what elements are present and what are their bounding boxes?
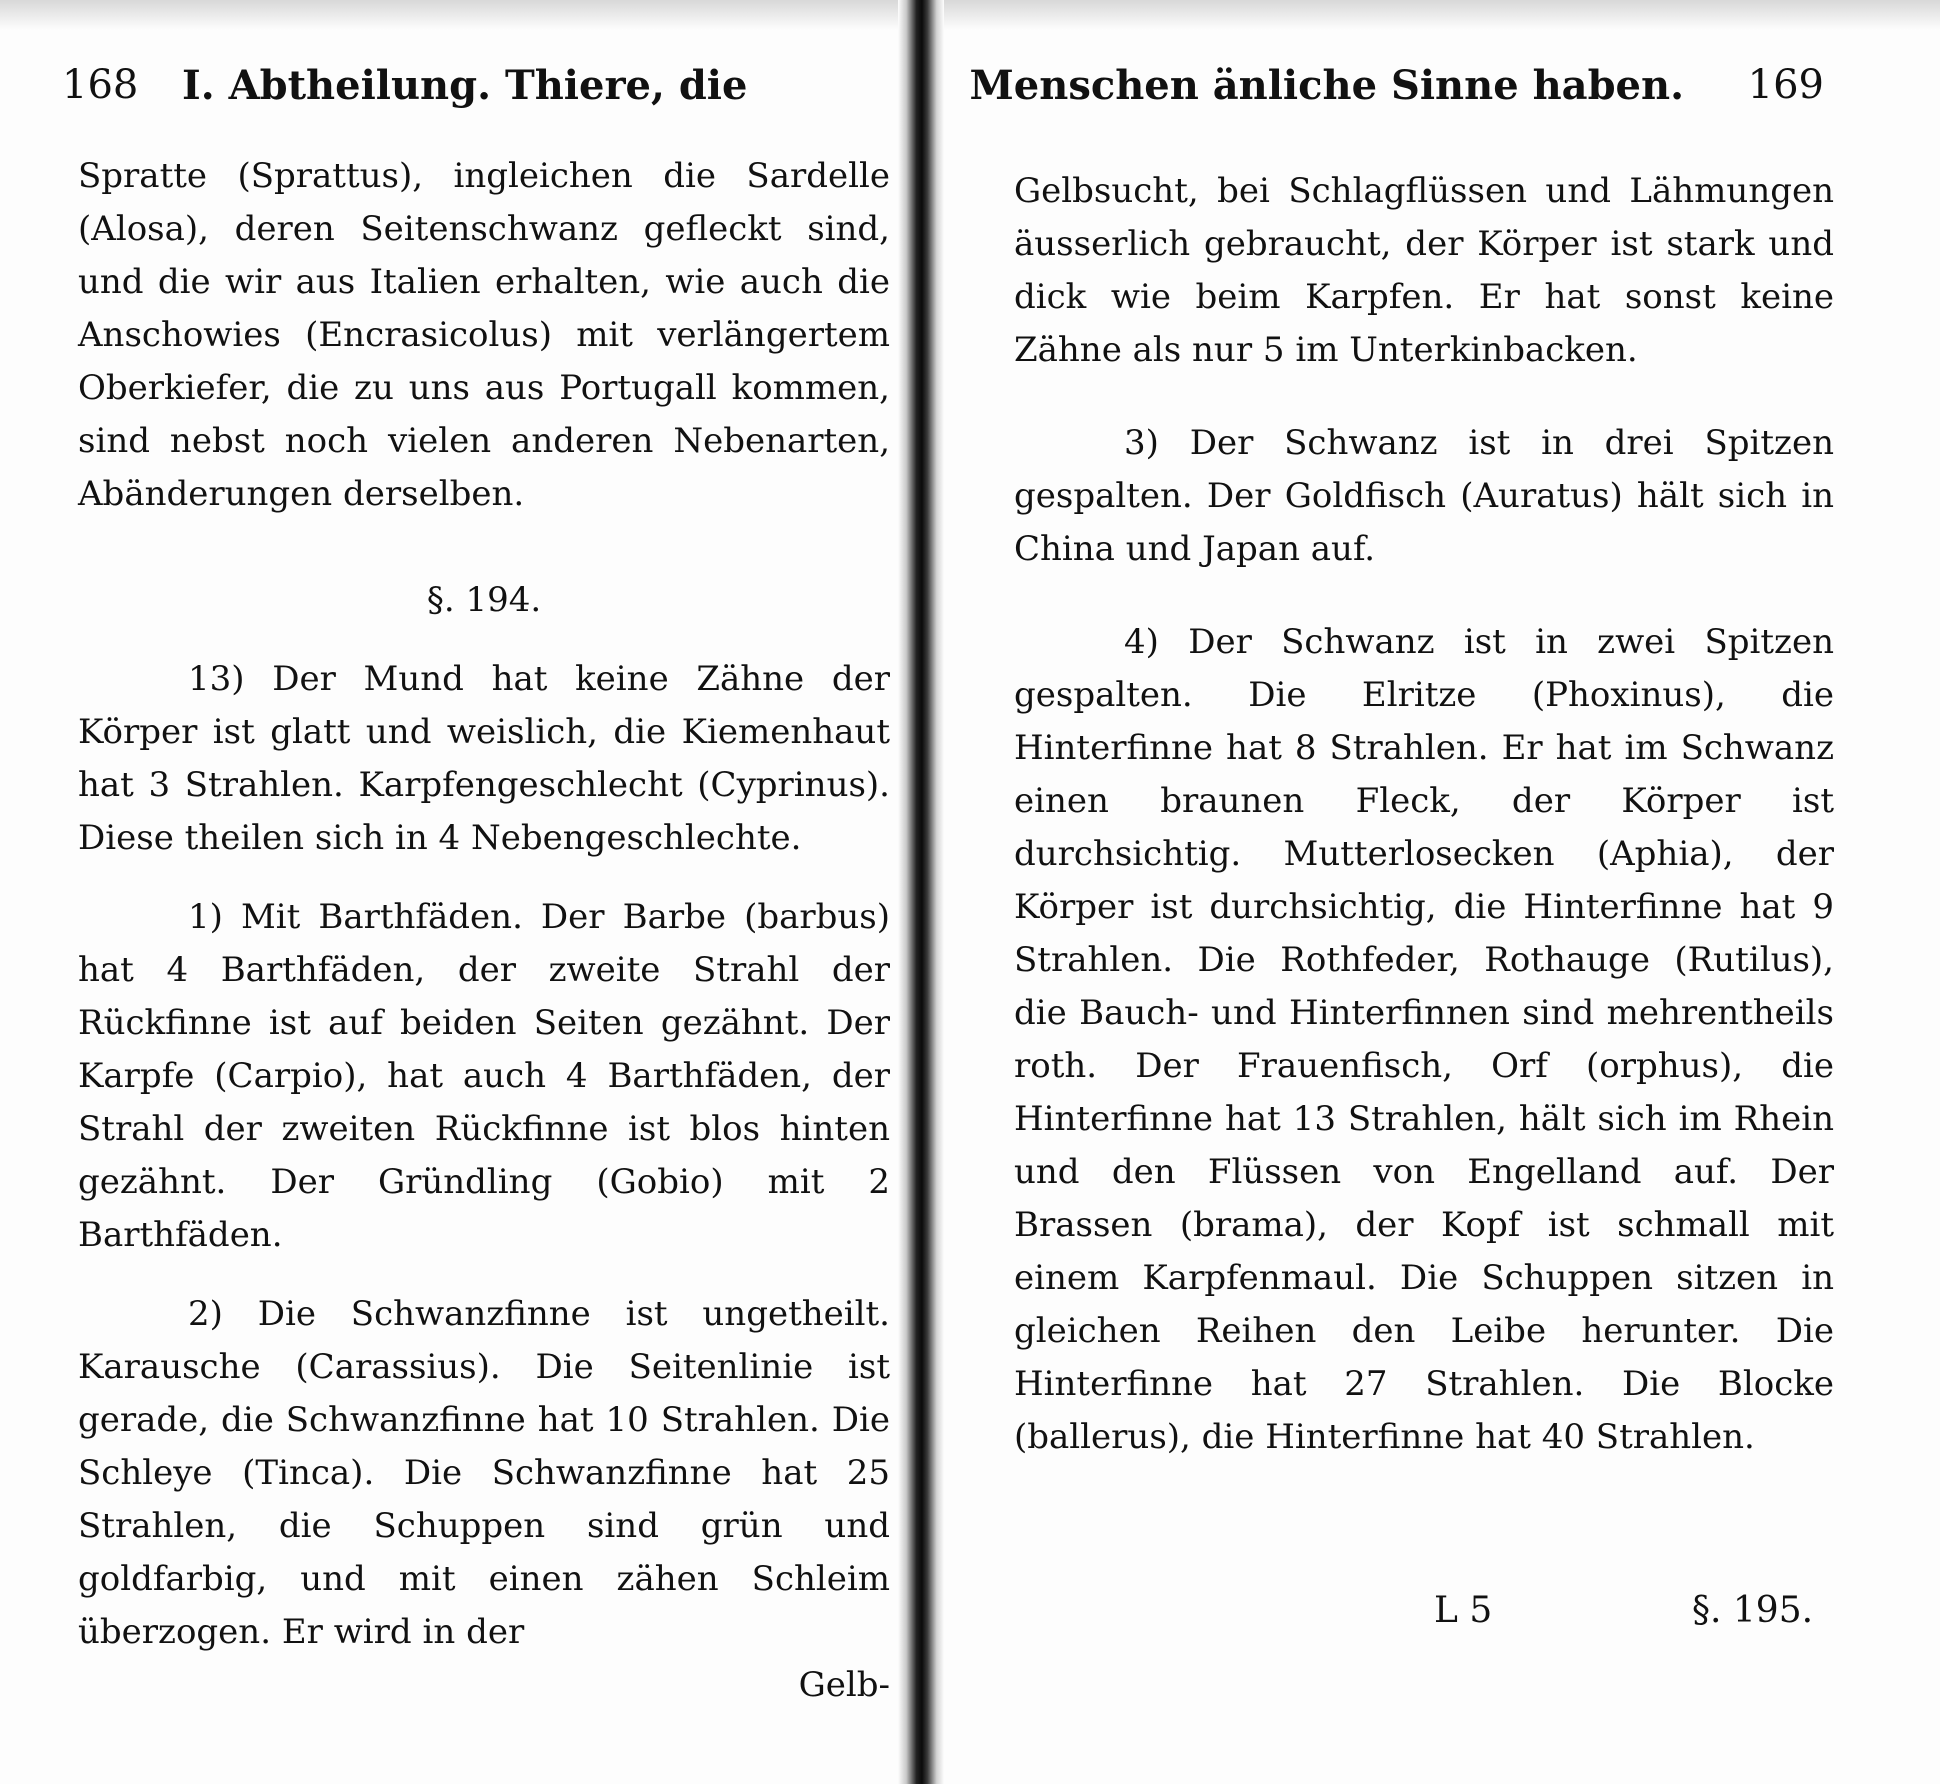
paragraph: Gelbsucht, bei Schlagflüssen und Lähmungen äusserlich gebraucht, der Körper ist stark und dick wie beim Karpfen. Er hat sonst keine Zähne als nur 5 im Unterkinbacken.: [1014, 171, 1834, 370]
section-heading: §. 194.: [426, 580, 542, 620]
right-page-title: Menschen änliche Sinne haben.: [969, 62, 1684, 109]
paragraph: 3) Der Schwanz ist in drei Spitzen gespalten. Der Goldfisch (Auratus) hält sich in China und Japan auf.: [1014, 423, 1834, 569]
right-page: [944, 0, 1940, 1784]
left-page-title: I. Abtheilung. Thiere, die: [182, 62, 748, 109]
paragraph: 4) Der Schwanz ist in zwei Spitzen gespalten. Die Elritze (Phoxinus), die Hinterfinne hat 8 Strahlen. Er hat im Schwanz einen braunen Fleck, der Körper ist durchsichtig. Mutterlosecken (Aphia), der Körper ist durchsichtig, die Hinterfinne hat 9 Strahlen. Die Rothfeder, Rothauge (Rutilus), die Bauch- und Hinterfinnen sind mehrentheils roth. Der Frauenfisch, Orf (orphus), die Hinterfinne hat 13 Strahlen, hält sich im Rhein und den Flüssen von Engelland auf. Der Brassen (brama), der Kopf ist schmall mit einem Karpfenmaul. Die Schuppen sitzen in gleichen Reihen den Leibe herunter. Die Hinterfinne hat 27 Strahlen. Die Blocke (ballerus), die Hinterfinne hat 40 Strahlen.: [1014, 622, 1834, 1457]
book-gutter: [898, 0, 944, 1784]
left-running-head: [62, 62, 882, 122]
paragraph: 2) Die Schwanzfinne ist ungetheilt. Karausche (Carassius). Die Seitenlinie ist gerade, die Schwanzfinne hat 10 Strahlen. Die Schleye (Tinca). Die Schwanzfinne hat 25 Strahlen, die Schuppen sind grün und goldfarbig, und mit einen zähen Schleim überzogen. Er wird in der: [78, 1294, 890, 1652]
catchword: Gelb-: [798, 1665, 890, 1705]
right-page-text: [1014, 165, 1834, 1464]
left-page-text: [78, 150, 890, 1712]
paragraph: Spratte (Sprattus), ingleichen die Sardelle (Alosa), deren Seitenschwanz gefleckt sind, und die wir aus Italien erhalten, wie auch die Anschowies (Encrasicolus) mit verlängertem Oberkiefer, die zu uns aus Portugall kommen, sind nebst noch vielen anderen Nebenarten, Abänderungen derselben.: [78, 156, 890, 514]
right-page-number: 169: [1747, 62, 1824, 108]
right-running-head: [969, 62, 1824, 122]
left-page-number: 168: [62, 62, 139, 108]
signature-mark: L 5: [1434, 1590, 1493, 1631]
paragraph: 13) Der Mund hat keine Zähne der Körper ist glatt und weislich, die Kiemenhaut hat 3 Strahlen. Karpfengeschlecht (Cyprinus). Diese theilen sich in 4 Nebengeschlechte.: [78, 659, 890, 858]
left-page: [0, 0, 898, 1784]
catchword: §. 195.: [1692, 1590, 1814, 1631]
paragraph: 1) Mit Barthfäden. Der Barbe (barbus) hat 4 Barthfäden, der zweite Strahl der Rückfinne ist auf beiden Seiten gezähnt. Der Karpfe (Carpio), hat auch 4 Barthfäden, der Strahl der zweiten Rückfinne ist blos hinten gezähnt. Der Gründling (Gobio) mit 2 Barthfäden.: [78, 897, 890, 1255]
